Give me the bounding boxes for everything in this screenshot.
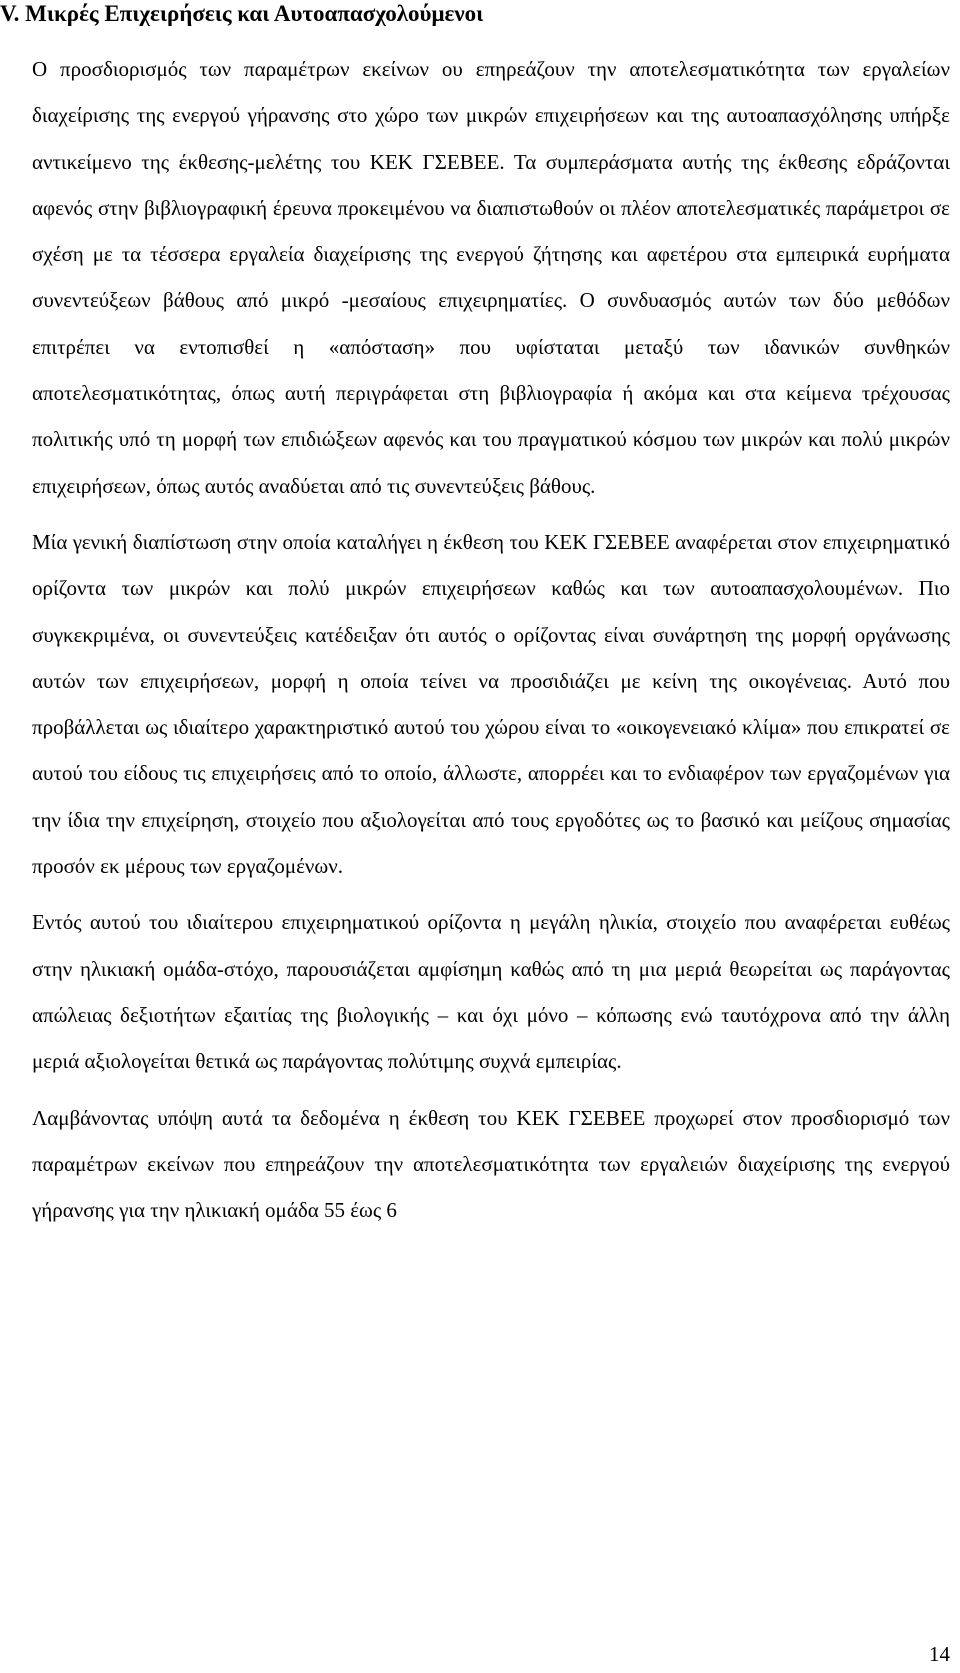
paragraph-4: Λαμβάνοντας υπόψη αυτά τα δεδομένα η έκθεση του ΚΕΚ ΓΣΕΒΕΕ προχωρεί στον προσδιορισμό των παραμέτρων εκείνων που επηρεάζουν την αποτελεσματικότητα των εργαλειών διαχείρισης της ενεργού γήρανσης για την ηλικιακή ομάδα 55 έως 6 [32, 1105, 950, 1223]
body-text [32, 46, 950, 1243]
paragraph-2: Μία γενική διαπίστωση στην οποία καταλήγει η έκθεση του ΚΕΚ ΓΣΕΒΕΕ αναφέρεται στον επιχειρηματικό ορίζοντα των μικρών και πολύ μικρών επιχειρήσεων καθώς και των αυτοαπασχολουμένων. Πιο συγκεκριμένα, οι συνεντεύξεις κατέδειξαν ότι αυτός ο ορίζοντας είναι συνάρτηση της μορφή οργάνωσης αυτών των επιχειρήσεων, μορφή η οποία τείνει να προσιδιάζει με κείνη της οικογένειας. Αυτό που προβάλλεται ως ιδιαίτερο χαρακτηριστικό αυτού του χώρου είναι το «οικογενειακό κλίμα» που επικρατεί σε αυτού του είδους τις επιχειρήσεις από το οποίο, άλλωστε, απορρέει και το ενδιαφέρον των εργαζομένων για την ίδια την επιχείρηση, στοιχείο που αξιολογείται από τους εργοδότες ως το βασικό και μείζους σημασίας προσόν εκ μέρους των εργαζομένων. [32, 529, 950, 879]
paragraph-3: Εντός αυτού του ιδιαίτερου επιχειρηματικού ορίζοντα η μεγάλη ηλικία, στοιχείο που αναφέρεται ευθέως στην ηλικιακή ομάδα-στόχο, παρουσιάζεται αμφίσημη καθώς από τη μια μεριά θεωρείται ως παράγοντας απώλειας δεξιοτήτων εξαιτίας της βιολογικής – και όχι μόνο – κόπωσης ενώ ταυτόχρονα από την άλλη μεριά αξιολογείται θετικά ως παράγοντας πολύτιμης συχνά εμπειρίας. [32, 910, 950, 1074]
section-heading: V. Μικρές Επιχειρήσεις και Αυτοαπασχολούμενοι [0, 1, 484, 26]
page-number: 14 [929, 1642, 950, 1666]
paragraph-1: Ο προσδιορισμός των παραμέτρων εκείνων ου επηρεάζουν την αποτελεσματικότητα των εργαλείων διαχείρισης της ενεργού γήρανσης στο χώρο των μικρών επιχειρήσεων και της αυτοαπασχόλησης υπήρξε αντικείμενο της έκθεσης-μελέτης του ΚΕΚ ΓΣΕΒΕΕ. Τα συμπεράσματα αυτής της έκθεσης εδράζονται αφενός στην βιβλιογραφική έρευνα προκειμένου να διαπιστωθούν οι πλέον αποτελεσματικές παράμετροι σε σχέση με τα τέσσερα εργαλεία διαχείρισης της ενεργού ζήτησης και αφετέρου στα εμπειρικά ευρήματα συνεντεύξεων βάθους από μικρό -μεσαίους επιχειρηματίες. Ο συνδυασμός αυτών των δύο μεθόδων επιτρέπει να εντοπισθεί η «απόσταση» που υφίσταται μεταξύ των ιδανικών συνθηκών αποτελεσματικότητας, όπως αυτή περιγράφεται στη βιβλιογραφία ή ακόμα και στα κείμενα τρέχουσας πολιτικής υπό τη μορφή των επιδιώξεων αφενός και του πραγματικού κόσμου των μικρών και πολύ μικρών επιχειρήσεων, όπως αυτός αναδύεται από τις συνεντεύξεις βάθους. [32, 57, 950, 498]
